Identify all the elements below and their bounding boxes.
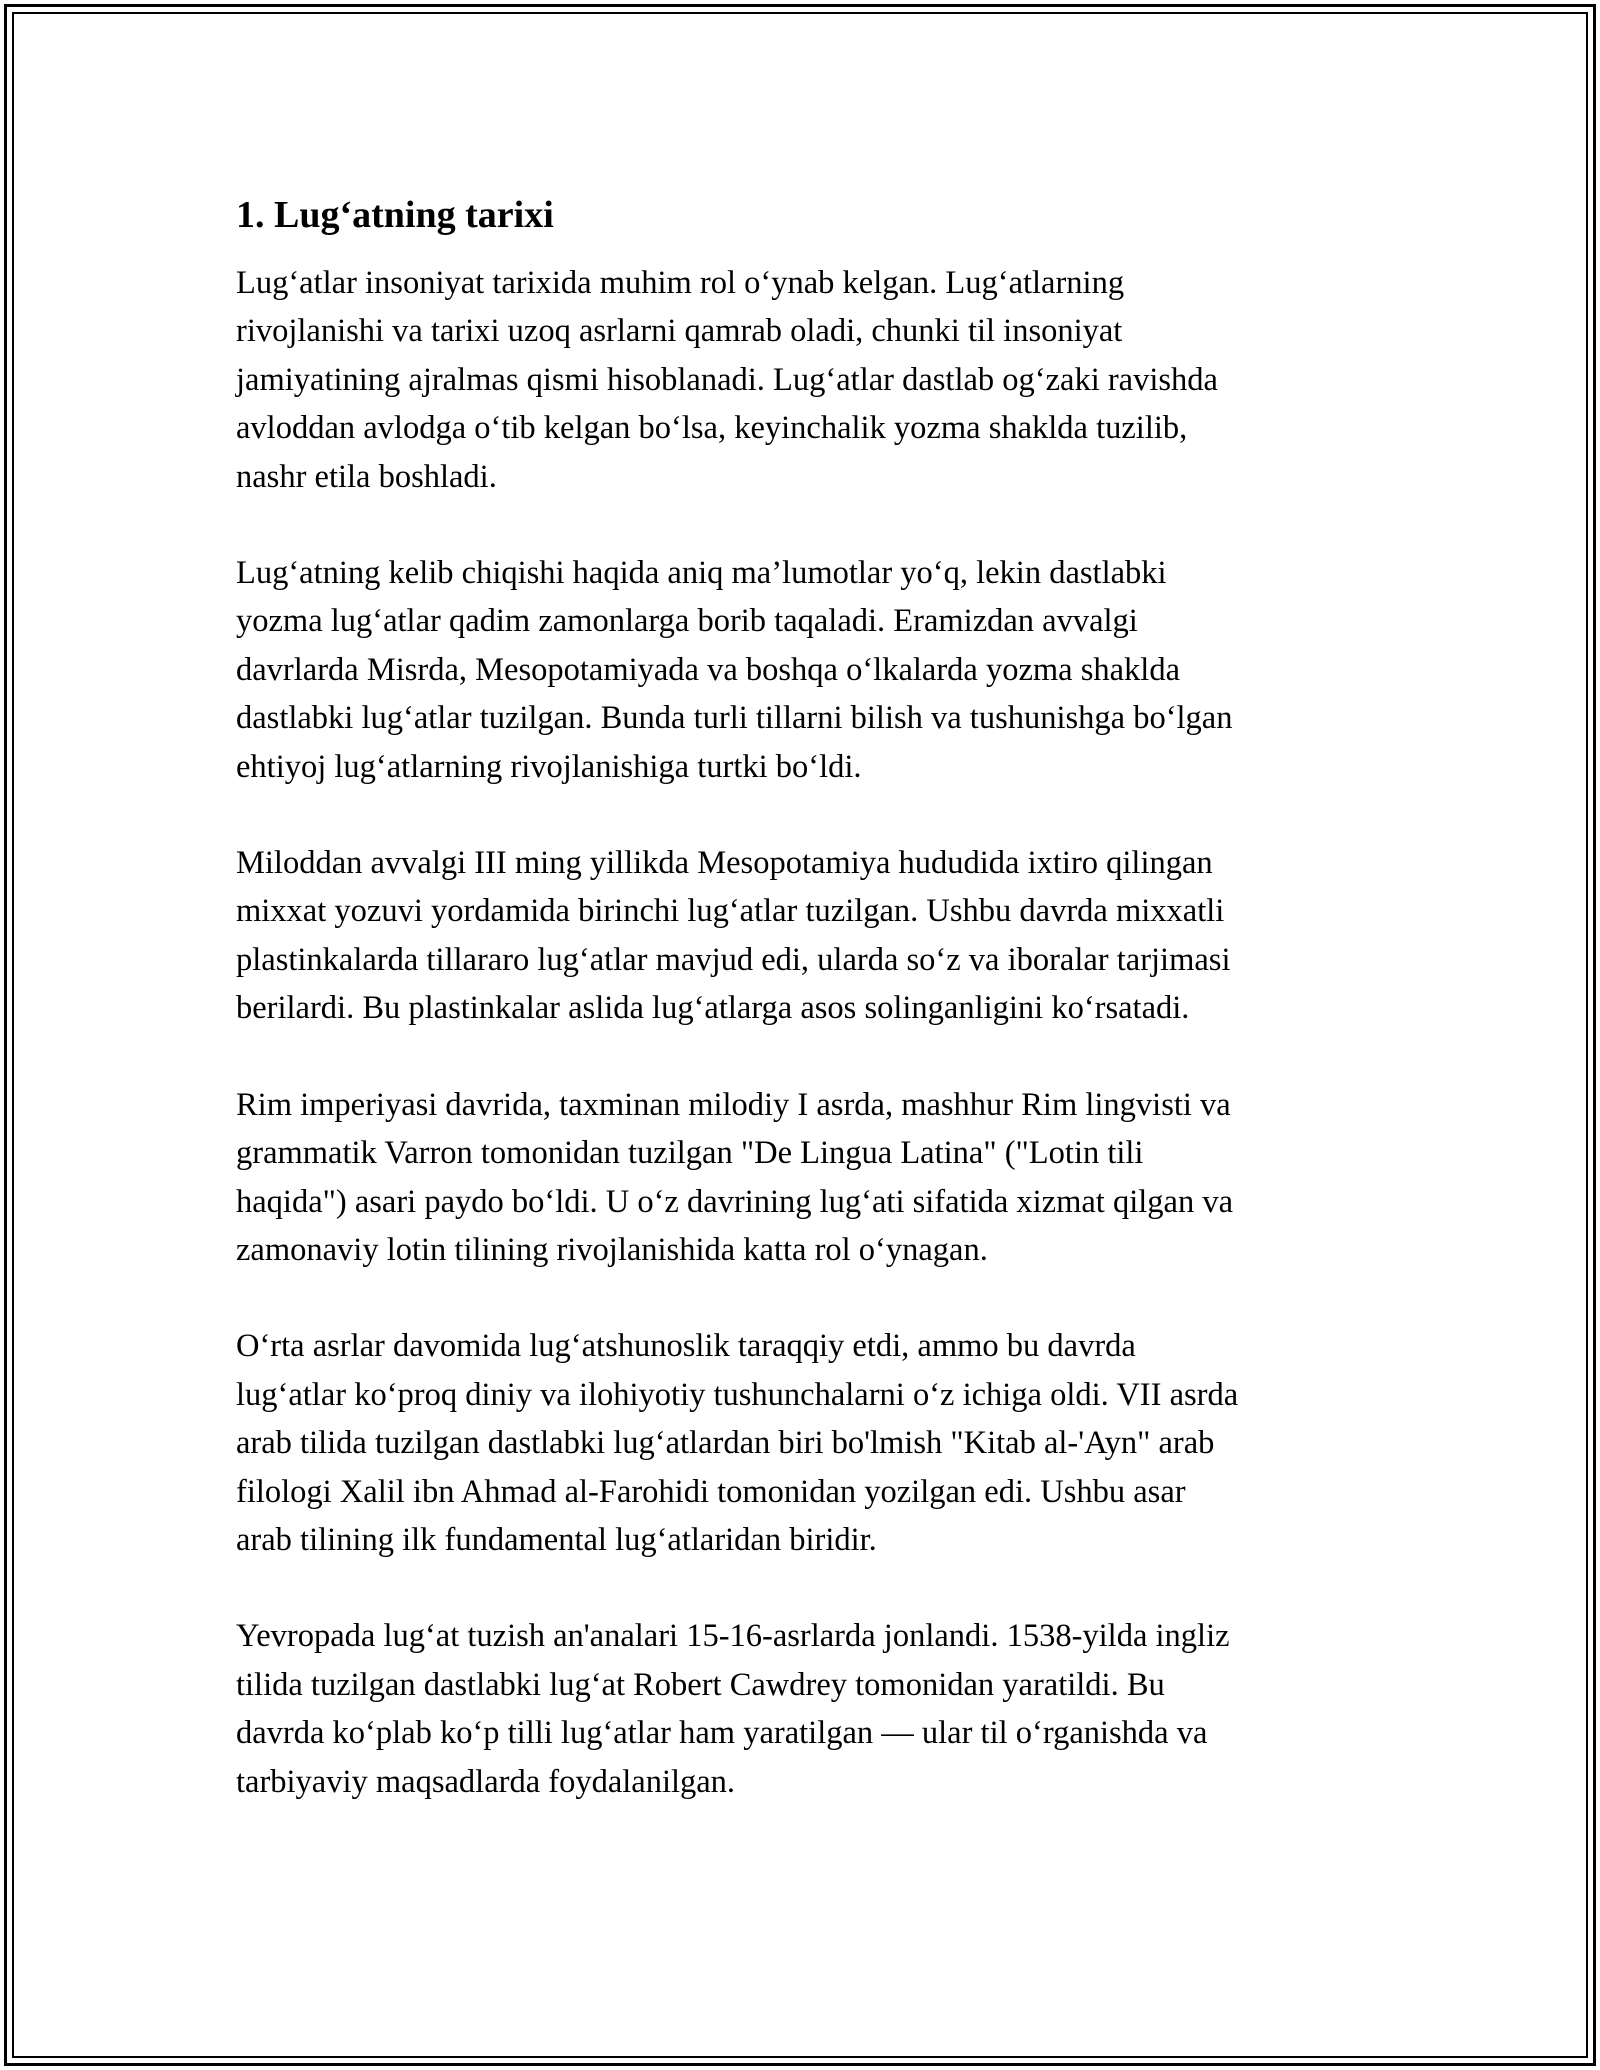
text-line: tarbiyaviy maqsadlarda foydalanilgan. [236, 1763, 736, 1800]
text-line: nashr etila boshladi. [236, 458, 497, 495]
text-line: mixxat yozuvi yordamida birinchi lug‘atlar tuzilgan. Ushbu davrda mixxatli [236, 893, 1225, 930]
section-heading: 1. Lug‘atning tarixi [236, 194, 554, 236]
text-line: Yevropada lug‘at tuzish an'analari 15-16-asrlarda jonlandi. 1538-yilda ingliz [236, 1618, 1230, 1655]
text-line: lug‘atlar ko‘proq diniy va ilohiyotiy tushunchalarni o‘z ichiga oldi. VII asrda [236, 1376, 1239, 1413]
text-line: Rim imperiyasi davrida, taxminan milodiy I asrda, mashhur Rim lingvisti va [236, 1086, 1231, 1123]
paragraph [236, 1612, 1376, 1806]
text-line: davrda ko‘plab ko‘p tilli lug‘atlar ham yaratilgan — ular til o‘rganishda va [236, 1715, 1208, 1752]
paragraph [236, 839, 1376, 1033]
text-line: O‘rta asrlar davomida lug‘atshunoslik taraqqiy etdi, ammo bu davrda [236, 1328, 1136, 1365]
text-line: plastinkalarda tillararo lug‘atlar mavjud edi, ularda so‘z va iboralar tarjimasi [236, 941, 1231, 978]
text-line: avloddan avlodga o‘tib kelgan bo‘lsa, keyinchalik yozma shaklda tuzilib, [236, 410, 1188, 447]
text-line: davrlarda Misrda, Mesopotamiyada va boshqa o‘lkalarda yozma shaklda [236, 651, 1180, 688]
paragraph [236, 1081, 1376, 1275]
paragraph [236, 549, 1376, 791]
text-line: dastlabki lug‘atlar tuzilgan. Bunda turli tillarni bilish va tushunishga bo‘lgan [236, 700, 1233, 737]
paragraph [236, 1322, 1376, 1564]
text-line: Lug‘atning kelib chiqishi haqida aniq ma’lumotlar yo‘q, lekin dastlabki [236, 555, 1167, 592]
text-line: Lug‘atlar insoniyat tarixida muhim rol o‘ynab kelgan. Lug‘atlarning [236, 265, 1125, 301]
document-body [236, 185, 1376, 1854]
text-line: grammatik Varron tomonidan tuzilgan "De Lingua Latina" ("Lotin tili [236, 1135, 1144, 1172]
text-line: filologi Xalil ibn Ahmad al-Farohidi tomonidan yozilgan edi. Ushbu asar [236, 1473, 1186, 1510]
text-line: yozma lug‘atlar qadim zamonlarga borib taqaladi. Eramizdan avvalgi [236, 603, 1138, 640]
text-line: rivojlanishi va tarixi uzoq asrlarni qamrab oladi, chunki til insoniyat [236, 313, 1123, 350]
text-line: jamiyatining ajralmas qismi hisoblanadi. Lug‘atlar dastlab og‘zaki ravishda [236, 361, 1218, 398]
text-line: ehtiyoj lug‘atlarning rivojlanishiga turtki bo‘ldi. [236, 748, 862, 785]
text-line: tilida tuzilgan dastlabki lug‘at Robert Cawdrey tomonidan yaratildi. Bu [236, 1666, 1165, 1703]
text-line: zamonaviy lotin tilining rivojlanishida katta rol o‘ynagan. [236, 1231, 988, 1268]
text-line: berilardi. Bu plastinkalar aslida lug‘atlarga asos solinganligini ko‘rsatadi. [236, 990, 1190, 1027]
text-line: Miloddan avvalgi III ming yillikda Mesopotamiya hududida ixtiro qilingan [236, 845, 1213, 882]
paragraph-list [236, 259, 1376, 1806]
text-line: arab tilida tuzilgan dastlabki lug‘atlardan biri bo'lmish "Kitab al-'Ayn" arab [236, 1425, 1215, 1462]
text-line: arab tilining ilk fundamental lug‘atlaridan biridir. [236, 1521, 877, 1558]
text-line: haqida") asari paydo bo‘ldi. U o‘z davrining lug‘ati sifatida xizmat qilgan va [236, 1183, 1233, 1220]
paragraph [236, 259, 1376, 501]
